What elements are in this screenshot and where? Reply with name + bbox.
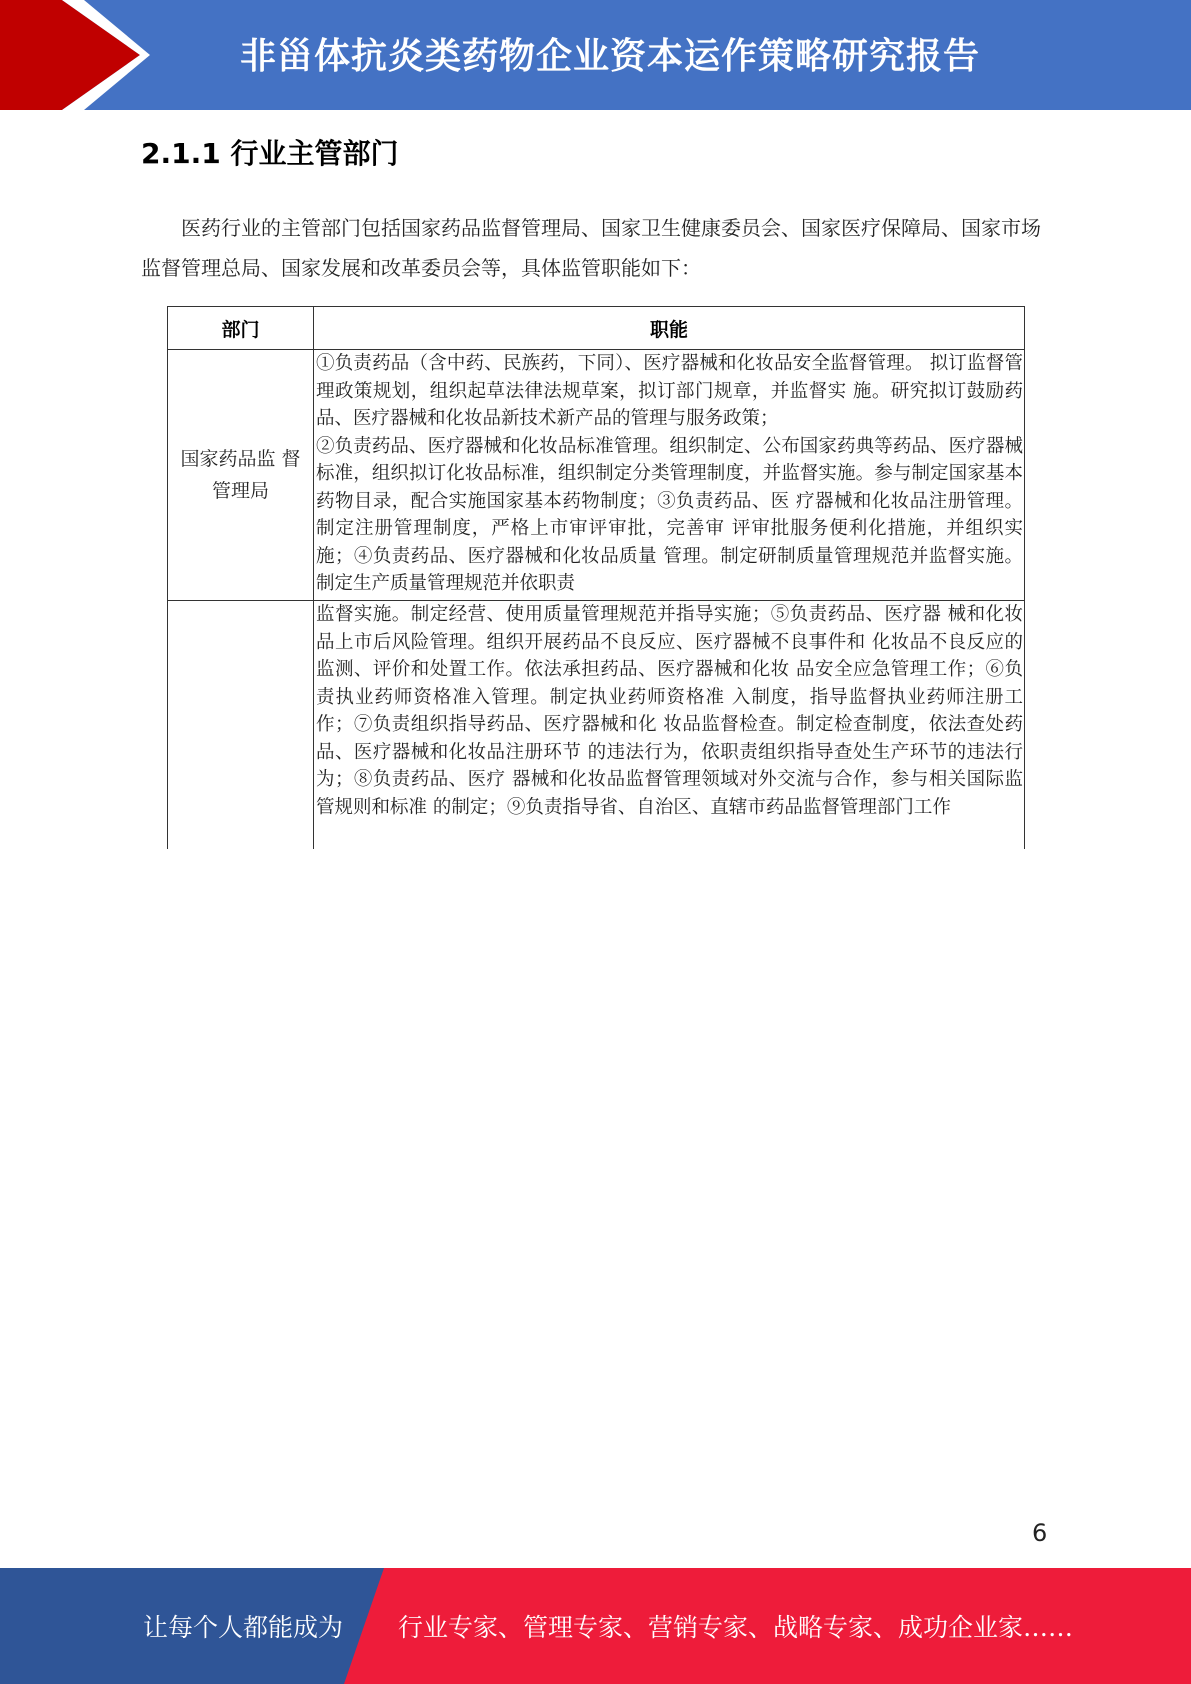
page-header xyxy=(0,0,1191,110)
duty-paragraph: ①负责药品（含中药、民族药，下同）、医疗器械和化妆品安全监督管理。 拟订监督管理政策规划，组织起草法律法规草案，拟订部门规章，并监督实 施。研究拟订鼓励药品、医疗器械和化妆品新技术新产品的管理与服务政策； xyxy=(316,353,1023,429)
intro-paragraph: 医药行业的主管部门包括国家药品监督管理局、国家卫生健康委员会、国家医疗保障局、国家市场监督管理总局、国家发展和改革委员会等，具体监管职能如下： xyxy=(141,216,1041,280)
table-row xyxy=(168,601,1025,850)
table-header-row xyxy=(168,307,1025,350)
duty-paragraph: ②负责药品、医疗器械和化妆品标准管理。组织制定、公布国家药典等药品、医疗器械标准，组织拟订化妆品标准，组织制定分类管理制度，并监督实施。参与制定国家基本药物目录，配合实施国家基本药物制度；③负责药品、医 疗器械和化妆品注册管理。制定注册管理制度，严格上市审评审批，完善审 评审批服务便利化措施，并组织实施；④负责药品、医疗器械和化妆品质量 管理。制定研制质量管理规范并监督实施。制定生产质量管理规范并依职责 xyxy=(316,435,1023,594)
regulator-table xyxy=(167,306,1025,849)
dept-cell xyxy=(168,601,314,850)
section-heading: 2.1.1 行业主管部门 xyxy=(141,137,399,170)
duty-paragraph: 监督实施。制定经营、使用质量管理规范并指导实施；⑤负责药品、医疗器 械和化妆品上市后风险管理。组织开展药品不良反应、医疗器械不良事件和 化妆品不良反应的监测、评价和处置工作。依法承担药品、医疗器械和化妆 品安全应急管理工作；⑥负责执业药师资格准入管理。制定执业药师资格准 入制度，指导监督执业药师注册工作；⑦负责组织指导药品、医疗器械和化 妆品监督检查。制定检查制度，依法查处药品、医疗器械和化妆品注册环节 的违法行为，依职责组织指导查处生产环节的违法行为；⑧负责药品、医疗 器械和化妆品监督管理领域对外交流与合作，参与相关国际监管规则和标准 的制定；⑨负责指导省、自治区、直辖市药品监督管理部门工作 xyxy=(316,604,1023,818)
report-title: 非甾体抗炎类药物企业资本运作策略研究报告 xyxy=(240,36,981,77)
dept-cell: 国家药品监 督管理局 xyxy=(168,350,314,601)
page-footer xyxy=(0,1568,1191,1684)
page-number: 6 xyxy=(1032,1519,1048,1547)
column-header-dept: 部门 xyxy=(168,307,314,350)
table-row xyxy=(168,350,1025,601)
duty-cell xyxy=(314,601,1025,850)
column-header-duty: 职能 xyxy=(314,307,1025,350)
footer-slogan-left: 让每个人都能成为 xyxy=(143,1613,344,1642)
duty-cell xyxy=(314,350,1025,601)
footer-slogan-right: 行业专家、管理专家、营销专家、战略专家、成功企业家…… xyxy=(398,1613,1074,1642)
